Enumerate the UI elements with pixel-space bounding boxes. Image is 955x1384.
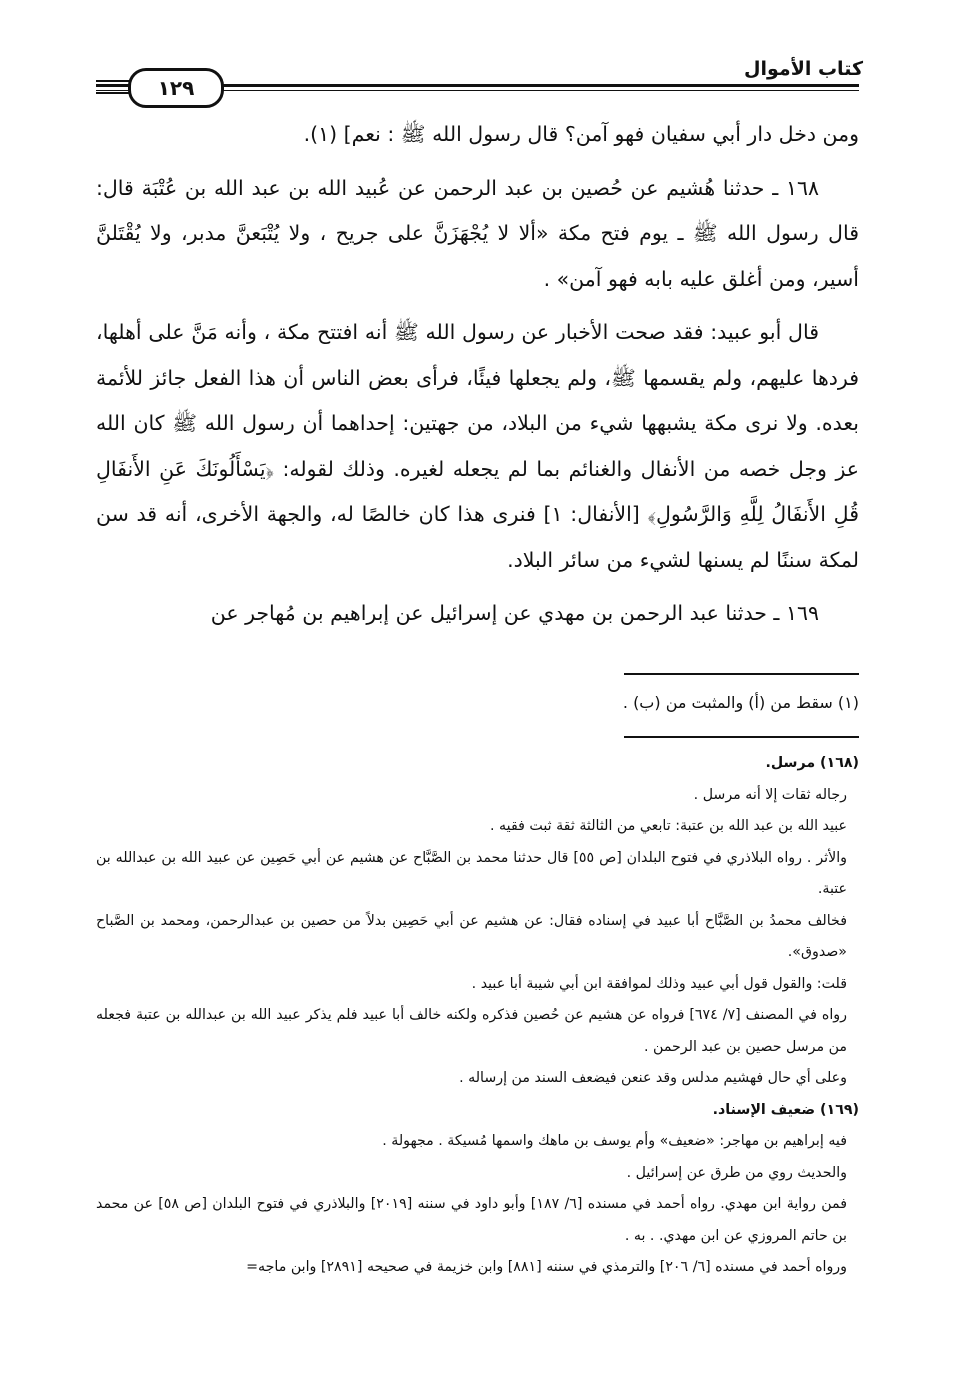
- footnote-separator: [624, 673, 859, 675]
- note-line: ورواه أحمد في مسنده [٦/ ٢٠٦] والترمذي في سننه [٨٨١] وابن خزيمة في صحيحه [٢٨٩١] وابن ماجه=: [246, 1259, 847, 1275]
- commentary-notes: [96, 748, 859, 1284]
- note-line: رجاله ثقات إلا أنه مرسل .: [693, 786, 847, 803]
- main-paragraph: ومن دخل دار أبي سفيان فهو آمن؟ قال رسول الله ﷺ : نعم] (١).: [303, 122, 859, 146]
- note-line: والحديث روي من طرق عن إسرائيل .: [626, 1164, 847, 1181]
- note-heading: (١٦٩) ضعيف الإسناد.: [712, 1101, 859, 1118]
- note-line: والأثر . رواه البلاذري في فتوح البلدان [ص ٥٥] قال حدثنا محمد بن الصَّبَّاح عن هشيم عن أبي حَصِين عن عبيد الله بن عبدالله بن عتبة.: [96, 849, 847, 897]
- footnote: (١) سقط من (أ) والمثبت من (ب) .: [622, 693, 859, 712]
- note-line: وعلى أي حال فهشيم مدلس وقد عنعن فيضعف السند من إرساله .: [459, 1070, 847, 1086]
- notes-separator: [624, 736, 859, 738]
- note-line: عبيد الله بن عبد الله بن عتبة: تابعي من الثالثة ثقة ثبت فقيه .: [490, 818, 847, 834]
- running-header-title: كتاب الأموال: [744, 58, 863, 80]
- note-heading: (١٦٨) مرسل.: [765, 755, 859, 771]
- note-line: قلت: والقول قول أبي عبيد وذلك لموافقة ابن أبي شيبة أبا عبيد .: [471, 975, 847, 992]
- main-text: [96, 112, 859, 637]
- main-paragraph: ١٦٨ ـ حدثنا هُشيم عن حُصين بن عبد الرحمن عن عُبيد الله بن عبد الله بن عُتْبَة قال: قال رسول الله ﷺ ـ يوم فتح مكة «ألا لا يُجْهَزَنَّ على جريح ، ولا يُتْبَعنَّ مدبر، ولا يُقْتَلنَّ أسير، ومن أغلق عليه بابه فهو آمن» .: [96, 175, 859, 291]
- note-line: فمن رواية ابن مهدي. رواه أحمد في مسنده [٦/ ١٨٧] وأبو داود في سننه [٢٠١٩] والبلاذري في فتوح البلدان [ص ٥٨] عن محمد بن حاتم المروزي عن ابن مهدي. . به .: [96, 1196, 847, 1244]
- page-number: ١٢٩: [128, 68, 224, 108]
- main-paragraph: قال أبو عبيد: فقد صحت الأخبار عن رسول الله ﷺ أنه افتتح مكة ، وأنه مَنَّ على أهلها، فردها عليهم، ولم يقسمها ﷺ، ولم يجعلها فيئًا، فرأى بعض الناس أن هذا الفعل جائز للأئمة بعده. ولا نرى مكة يشبهها شيء من البلاد، من جهتين: إحداهما أن رسول الله ﷺ كان الله عز وجل خصه من الأنفال والغنائم بما لم يجعله لغيره. وذلك لقوله: ﴿يَسْأَلُونَكَ عَنِ الأَنفَالِ قُلِ الأَنفَالُ لِلَّهِ وَالرَّسُولِ﴾ [الأنفال: ١] فنرى هذا كان خالصًا له، والجهة الأخرى، أنه قد سن لمكة سننًا لم يسنها لشيء من سائر البلاد.: [96, 320, 859, 572]
- note-line: فخالف محمدُ بن الصَّبَّاح أبا عبيد في إسناده فقال: عن هشيم عن أبي حَصِين بدلاً من حصين بن عبدالرحمن، ومحمد بن الصَّباح «صدوق».: [96, 912, 847, 960]
- page-number-ornament: [96, 80, 130, 94]
- note-line: فيه إبراهيم بن مهاجر: «ضعيف» وأم يوسف بن ماهك واسمها مُسيكة . مجهولة .: [382, 1133, 847, 1149]
- note-line: رواه في المصنف [٧/ ٦٧٤] فرواه عن هشيم عن حُصين فذكره ولكنه خالف أبا عبيد فلم يذكر عبيد الله بن عبدالله بن عتبة فجعله من مرسل حصين بن عبد الرحمن .: [96, 1007, 847, 1055]
- main-paragraph: ١٦٩ ـ حدثنا عبد الرحمن بن مهدي عن إسرائيل عن إبراهيم بن مُهاجر عن: [210, 601, 819, 625]
